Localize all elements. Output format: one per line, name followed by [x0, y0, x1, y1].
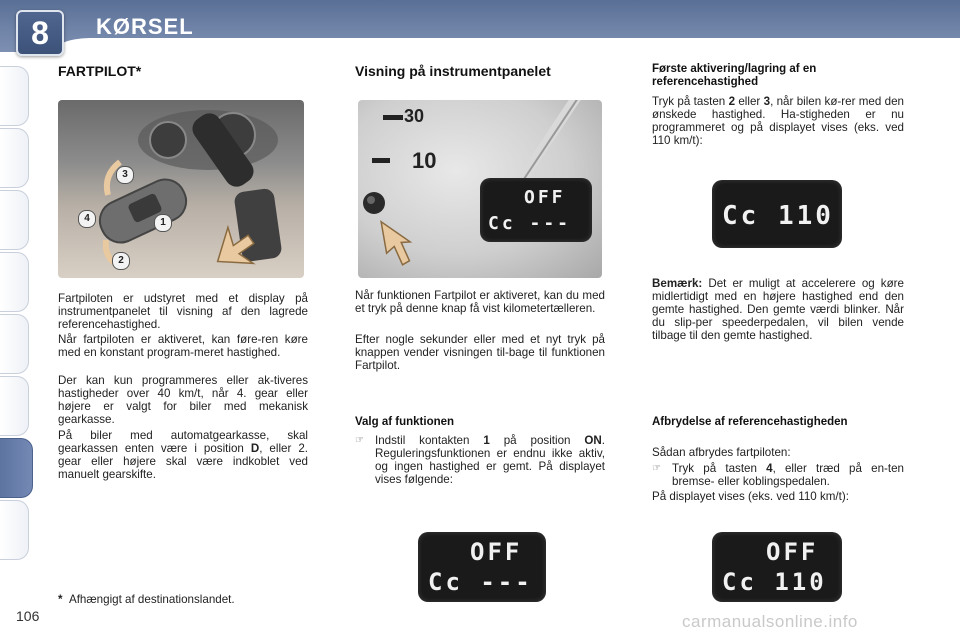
footnote: [58, 593, 235, 606]
instrument-display-title: Visning på instrumentpanelet: [355, 63, 551, 79]
key-4: 4: [766, 462, 773, 475]
chapter-tab-4[interactable]: [0, 252, 29, 312]
footnote-text: Afhængigt af destinationslandet.: [68, 593, 235, 606]
callout-3: 3: [116, 166, 134, 184]
col1-para-2: Når fartpiloten er aktiveret, kan føre-ren køre med en konstant program-meret hastighed.: [58, 333, 308, 359]
col1-para-3: Der kan kun programmeres eller ak-tiveres hastigheder over 40 km/t, når 4. gear eller højere er valgt for biler med mekanisk gearkasse.: [58, 374, 308, 426]
col3-para-1-a: Tryk på tasten: [652, 95, 729, 108]
chapter-tabs: [0, 66, 34, 576]
first-activation-heading: Første aktivering/lagring af en referencehastighed: [652, 63, 817, 88]
page-number: 106: [16, 608, 40, 624]
bullet-text-a: Indstil kontakten: [375, 434, 484, 447]
note-text: Det er muligt at accelerere og køre midlertidigt med en højere hastighed end den gemte hastighed. Den gemte værdi blinker. Når du slip-per speederpedalen, vil bilen vende tilbage til den gemte hastighed.: [652, 277, 904, 342]
key-2: 2: [728, 95, 736, 108]
chapter-tab-1[interactable]: [0, 66, 29, 126]
key-3: 3: [763, 95, 771, 108]
col3-para-3: På displayet vises (eks. ved 110 km/t):: [652, 490, 849, 503]
col3-bullet: [652, 462, 904, 488]
cancel-speed-heading: Afbrydelse af referencehastigheden: [652, 416, 848, 428]
footnote-star: *: [58, 593, 63, 606]
col2-para-1: Når funktionen Fartpilot er aktiveret, kan du med et tryk på denne knap få vist kilometertælleren.: [355, 289, 605, 315]
watermark: carmanualsonline.info: [682, 612, 858, 631]
lever-illustration: [58, 100, 304, 278]
col3-para-1-c: eller: [735, 95, 764, 108]
position-on: ON: [584, 434, 602, 447]
cc-110-display: [712, 180, 842, 248]
col1-para-4: [58, 429, 308, 481]
display-line-1: OFF: [470, 538, 523, 566]
gauge-cruise-display: [480, 178, 592, 242]
chapter-tab-8-active[interactable]: [0, 438, 33, 498]
chapter-tab-3[interactable]: [0, 190, 29, 250]
bullet-text-e: . Reguleringsfunktionen er endnu ikke aktiv, og ingen hastighed er gemt. På displayet vises følgende:: [375, 434, 605, 486]
display2-line-1: OFF: [766, 538, 819, 566]
col2-bullet: [355, 434, 605, 486]
off-cc-110-display: [712, 532, 842, 602]
col3-para-1-e: , når bilen kø-rer med den ønskede hastighed. Ha-stigheden er nu programmeret og på displayet vises (eks. ved 110 km/t):: [652, 95, 904, 147]
callout-1: 1: [154, 214, 172, 232]
callout-4: 4: [78, 210, 96, 228]
col1-para-1: Fartpiloten er udstyret med et display på instrumentpanelet til visning af den lagrede referencehastighed.: [58, 292, 308, 331]
col3-bullet-c: , eller træd på en-ten bremse- eller koblingspedalen.: [672, 462, 904, 488]
gauge-display-line-2: Cc ---: [488, 213, 572, 234]
display2-line-2: Cc 110: [722, 568, 827, 596]
pointing-hand-icon: ☞: [652, 463, 661, 474]
col3-bullet-text: [672, 462, 904, 488]
switch-number-1: 1: [483, 434, 490, 447]
gear-position-d: D: [250, 442, 260, 455]
gauge-label-30: 30: [404, 106, 425, 126]
chapter-tab-5[interactable]: [0, 314, 29, 374]
cruise-control-lever-photo: [58, 100, 304, 278]
off-cc-display: [418, 532, 546, 602]
callout-2: 2: [112, 252, 130, 270]
col2-bullet-text: [375, 434, 605, 486]
instrument-panel-photo: [358, 100, 602, 278]
col1-para-4-text: På biler med automatgearkasse, skal gearkassen enten være i position: [58, 429, 308, 455]
bullet-text-c: på position: [489, 434, 585, 447]
fartpilot-title: FARTPILOT*: [58, 63, 142, 79]
gauge-display-line-1: OFF: [524, 187, 566, 208]
col3-para-2: Sådan afbrydes fartpiloten:: [652, 446, 791, 459]
chapter-tab-9[interactable]: [0, 500, 29, 560]
header-curve: [50, 38, 960, 56]
note-label: Bemærk:: [652, 277, 703, 290]
display-cc-110: Cc 110: [722, 201, 834, 231]
col2-para-2: Efter nogle sekunder eller med et nyt tryk på knappen vender visningen til-bage til funktionen Fartpilot.: [355, 333, 605, 372]
chapter-tab-2[interactable]: [0, 128, 29, 188]
function-select-heading: Valg af funktionen: [355, 416, 455, 428]
gauge-label-10: 10: [412, 148, 437, 173]
col1-para-4-text-end: , eller 2. gear eller højere skal være indkoblet ved manuelt gearskifte.: [58, 442, 308, 481]
col3-bullet-a: Tryk på tasten: [672, 462, 767, 475]
col3-para-1: [652, 95, 904, 147]
col3-note: [652, 277, 904, 342]
chapter-tab-6[interactable]: [0, 376, 29, 436]
chapter-title: KØRSEL: [96, 14, 194, 39]
pointing-hand-icon: ☞: [355, 435, 364, 446]
display-line-2: Cc ---: [428, 568, 533, 596]
chapter-number-badge: 8: [16, 10, 64, 56]
